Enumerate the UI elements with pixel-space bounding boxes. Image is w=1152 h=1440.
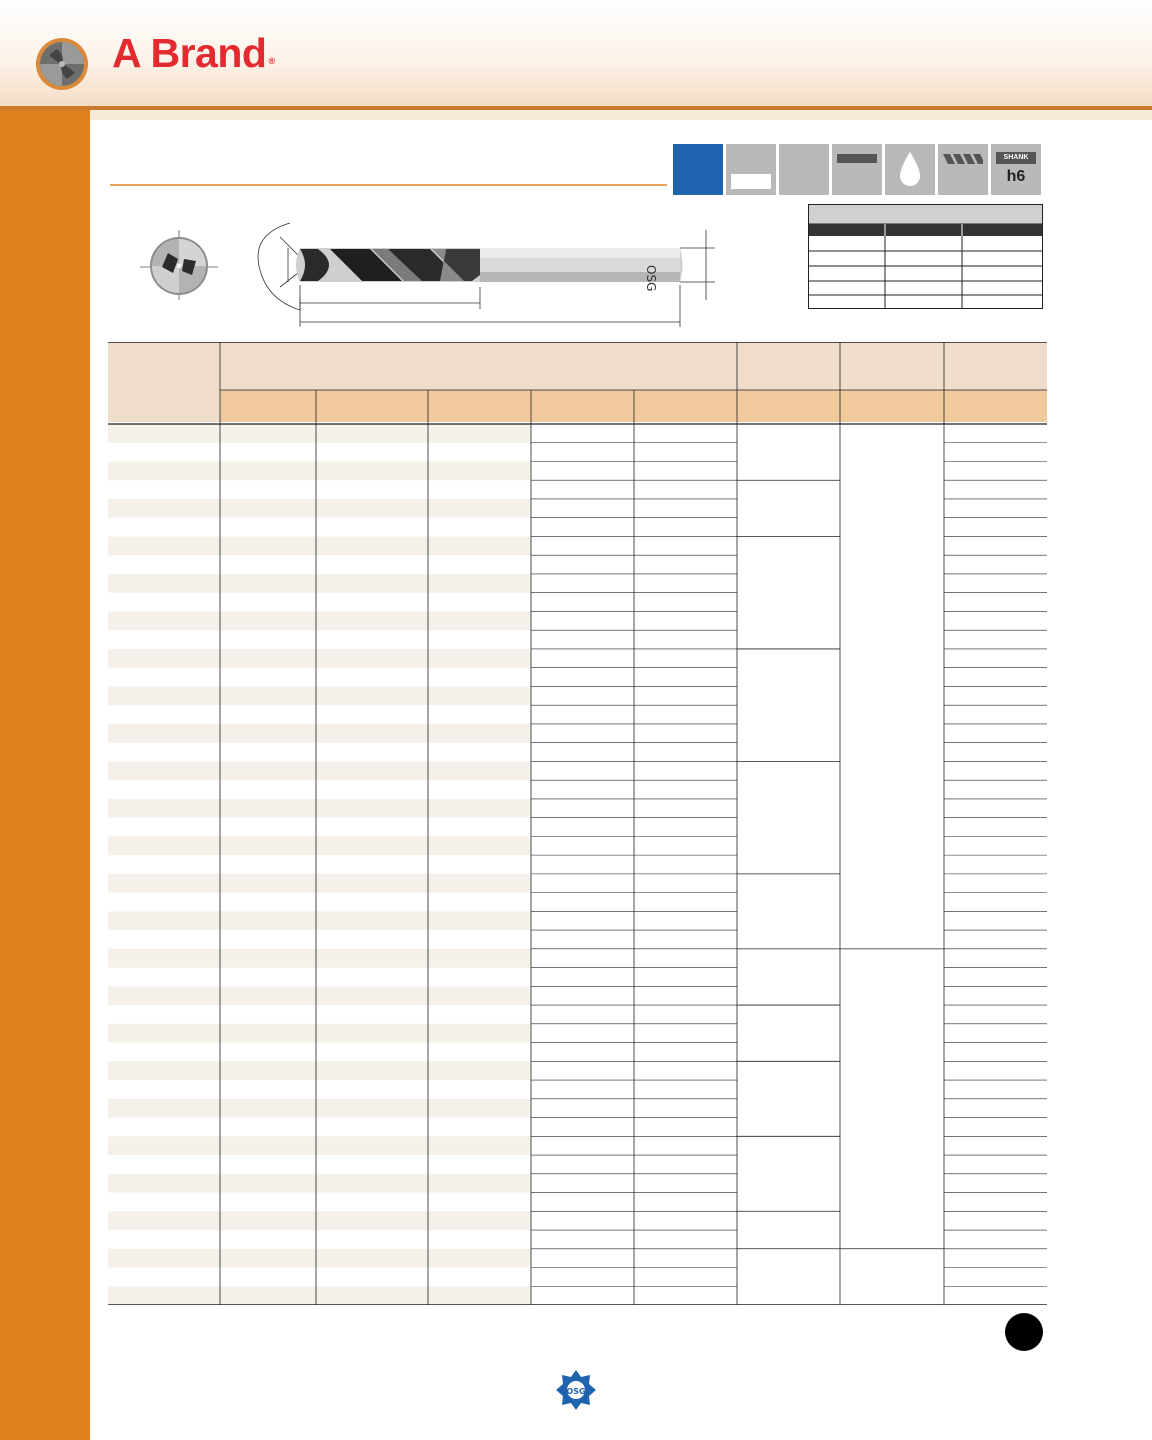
table-row-stripe bbox=[108, 686, 531, 705]
content-top-band bbox=[90, 110, 1152, 120]
material-icon bbox=[673, 144, 723, 195]
table-header-top bbox=[108, 342, 1047, 390]
shank-icon bbox=[991, 144, 1041, 195]
section-title-rule bbox=[110, 184, 667, 186]
shank-label: SHANK bbox=[996, 152, 1036, 164]
table-row-stripe bbox=[108, 574, 531, 593]
table-header-sub bbox=[108, 390, 1047, 422]
brand-title bbox=[112, 30, 275, 76]
table-row-stripe bbox=[108, 1061, 531, 1080]
table-row-stripe bbox=[108, 611, 531, 630]
coolant-drop-icon bbox=[885, 144, 935, 195]
product-table bbox=[108, 342, 1047, 1305]
svg-text:OSG: OSG bbox=[566, 1387, 586, 1396]
drill-diagram bbox=[140, 215, 720, 330]
brand-name: A Brand bbox=[112, 30, 267, 76]
table-row-stripe bbox=[108, 836, 531, 855]
table-row-stripe bbox=[108, 1249, 531, 1268]
svg-text:OSG: OSG bbox=[644, 265, 658, 292]
page-number-badge bbox=[1005, 1313, 1043, 1351]
table-row-stripe bbox=[108, 499, 531, 518]
table-row-stripe bbox=[108, 986, 531, 1005]
table-row-stripe bbox=[108, 461, 531, 480]
table-row-stripe bbox=[108, 874, 531, 893]
coating-icon bbox=[726, 144, 776, 195]
table-row-stripe bbox=[108, 649, 531, 668]
flute-icon bbox=[938, 144, 988, 195]
table-row-stripe bbox=[108, 424, 531, 443]
table-row-stripe bbox=[108, 949, 531, 968]
tolerance-table bbox=[808, 204, 1043, 309]
table-row-stripe bbox=[108, 1211, 531, 1230]
drill-logo-icon bbox=[35, 37, 89, 91]
table-row-stripe bbox=[108, 1174, 531, 1193]
table-row-stripe bbox=[108, 1286, 531, 1305]
table-header-first-col bbox=[108, 342, 220, 422]
registered-mark: ® bbox=[268, 56, 275, 66]
length-icon bbox=[832, 144, 882, 195]
table-row-stripe bbox=[108, 1024, 531, 1043]
table-row-stripe bbox=[108, 1099, 531, 1118]
drill-end-view bbox=[140, 230, 218, 300]
blank-spec-icon bbox=[779, 144, 829, 195]
shank-tolerance: h6 bbox=[1006, 168, 1026, 185]
table-row-stripe bbox=[108, 761, 531, 780]
table-row-stripe bbox=[108, 911, 531, 930]
osg-footer-logo bbox=[555, 1369, 597, 1411]
table-row-stripe bbox=[108, 1136, 531, 1155]
table-row-stripe bbox=[108, 799, 531, 818]
table-row-stripe bbox=[108, 724, 531, 743]
table-row-stripe bbox=[108, 536, 531, 555]
side-bar bbox=[0, 110, 90, 1440]
drill-side-view bbox=[258, 223, 715, 327]
